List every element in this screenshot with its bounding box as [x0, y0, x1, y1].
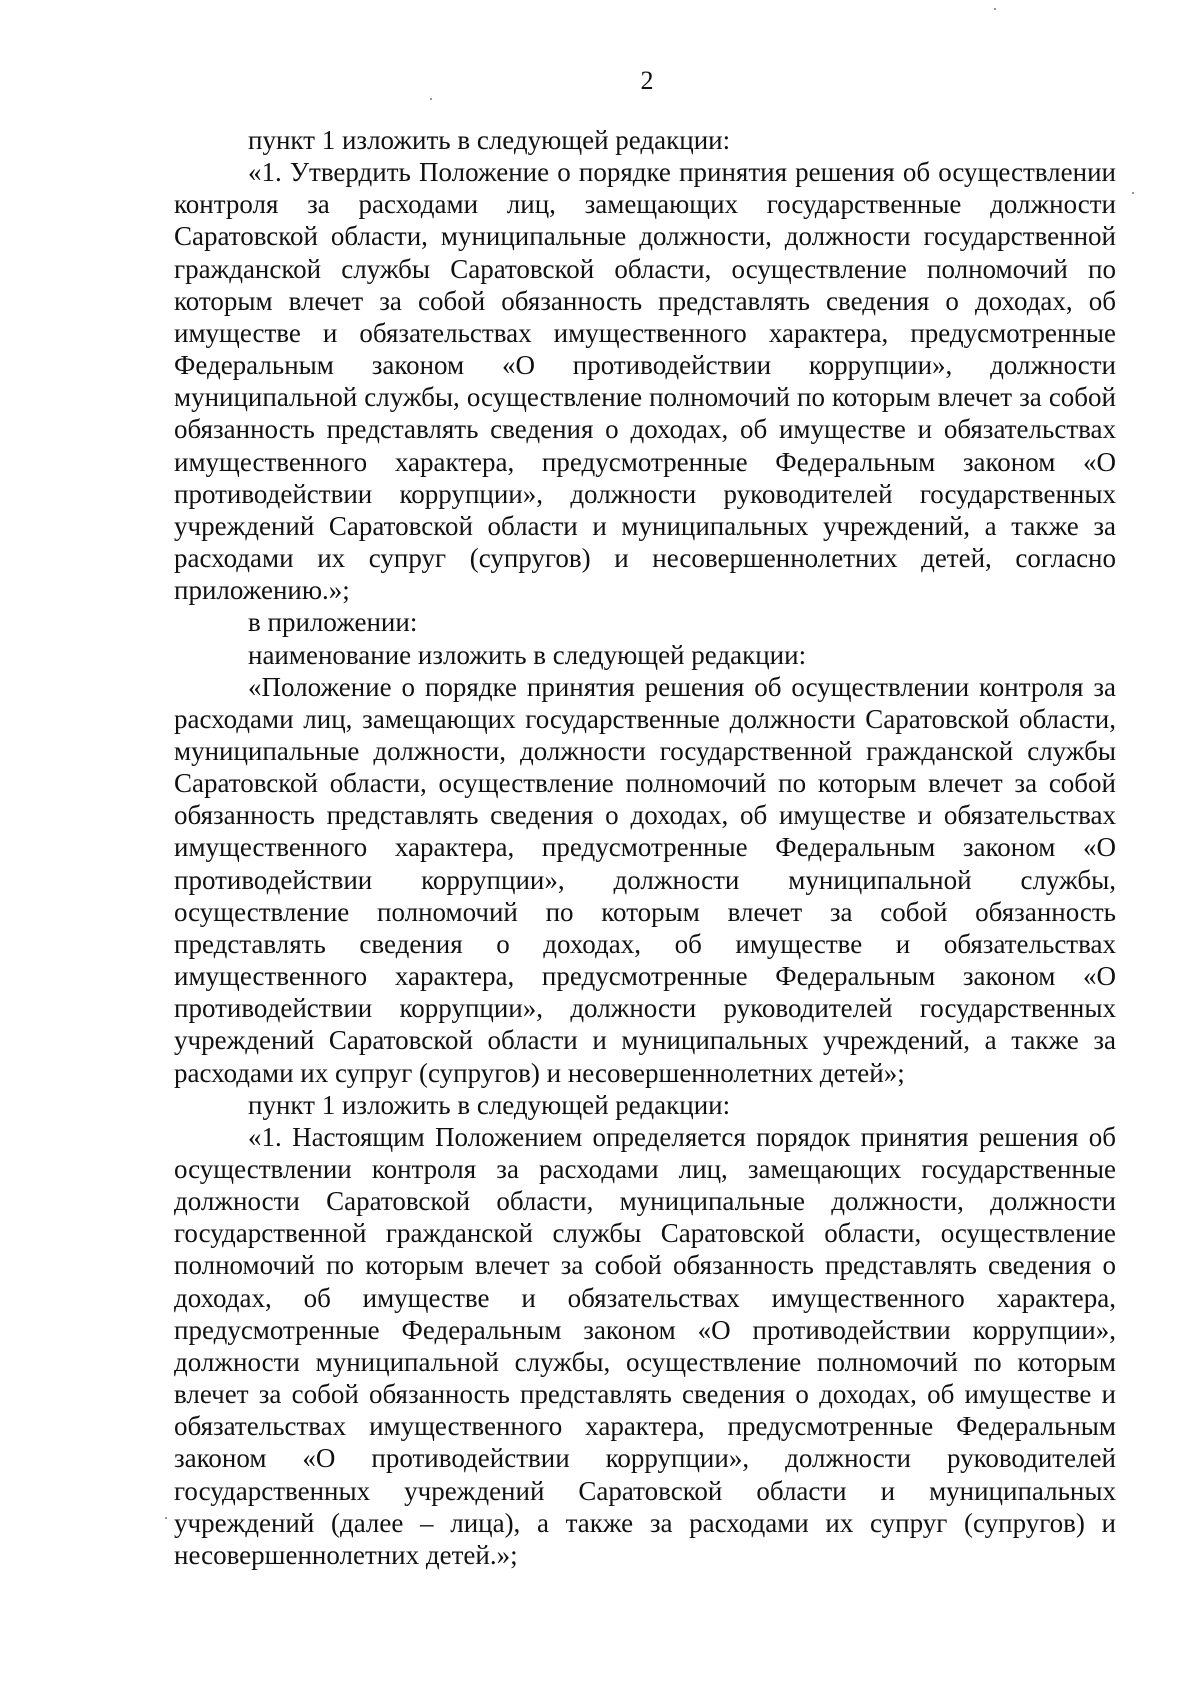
scan-speck — [430, 98, 432, 100]
scan-speck — [994, 8, 996, 10]
paragraph-point-1-text: «1. Утвердить Положение о порядке принятия решения об осуществлении контроля за расходами лиц, замещающих государственные должности Саратовской области, муниципальные должности, должности государственной гражданской службы Саратовской области, осуществление полномочий по которым влечет за собой обязанность представлять сведения о доходах, об имуществе и обязательствах имущественного характера, предусмотренные Федеральным законом «О противодействии коррупции», должности муниципальной службы, осуществление полномочий по которым влечет за собой обязанность представлять сведения о доходах, об имуществе и обязательствах имущественного характера, предусмотренные Федеральным законом «О противодействии коррупции», должности руководителей государственных учреждений Саратовской области и муниципальных учреждений, а также за расходами их супруг (супругов) и несовершеннолетних детей, согласно приложению.»; — [174, 157, 1116, 606]
paragraph-amend-point-1-second: пункт 1 изложить в следующей редакции: — [248, 1089, 731, 1120]
paragraph-in-appendix: в приложении: — [248, 607, 418, 638]
scan-speck — [1132, 192, 1134, 194]
document-body — [174, 124, 1116, 1571]
scan-speck — [165, 1517, 167, 1519]
paragraph-point-1-new-text: «1. Настоящим Положением определяется порядок принятия решения об осуществлении контроля за расходами лиц, замещающих государственные должности Саратовской области, муниципальные должности, должности государственной гражданской службы Саратовской области, осуществление полномочий по которым влечет за собой обязанность представлять сведения о доходах, об имуществе и обязательствах имущественного характера, предусмотренные Федеральным законом «О противодействии коррупции», должности муниципальной службы, осуществление полномочий по которым влечет за собой обязанность представлять сведения о доходах, об имуществе и обязательствах имущественного характера, предусмотренные Федеральным законом «О противодействии коррупции», должности руководителей государственных учреждений Саратовской области и муниципальных учреждений (далее – лица), а также за расходами их супруг (супругов) и несовершеннолетних детей.»; — [174, 1121, 1116, 1570]
paragraph-amend-title: наименование изложить в следующей редакции: — [248, 639, 807, 670]
paragraph-title-text: «Положение о порядке принятия решения об осуществлении контроля за расходами лиц, замещающих государственные должности Саратовской области, муниципальные должности, должности государственной гражданской службы Саратовской области, осуществление полномочий по которым влечет за собой обязанность представлять сведения о доходах, об имуществе и обязательствах имущественного характера, предусмотренные Федеральным законом «О противодействии коррупции», должности муниципальной службы, осуществление полномочий по которым влечет за собой обязанность представлять сведения о доходах, об имуществе и обязательствах имущественного характера, предусмотренные Федеральным законом «О противодействии коррупции», должности руководителей государственных учреждений Саратовской области и муниципальных учреждений, а также за расходами их супруг (супругов) и несовершеннолетних детей»; — [174, 671, 1116, 1088]
paragraph-amend-point-1: пункт 1 изложить в следующей редакции: — [248, 125, 731, 155]
page-number: 2 — [640, 66, 654, 95]
